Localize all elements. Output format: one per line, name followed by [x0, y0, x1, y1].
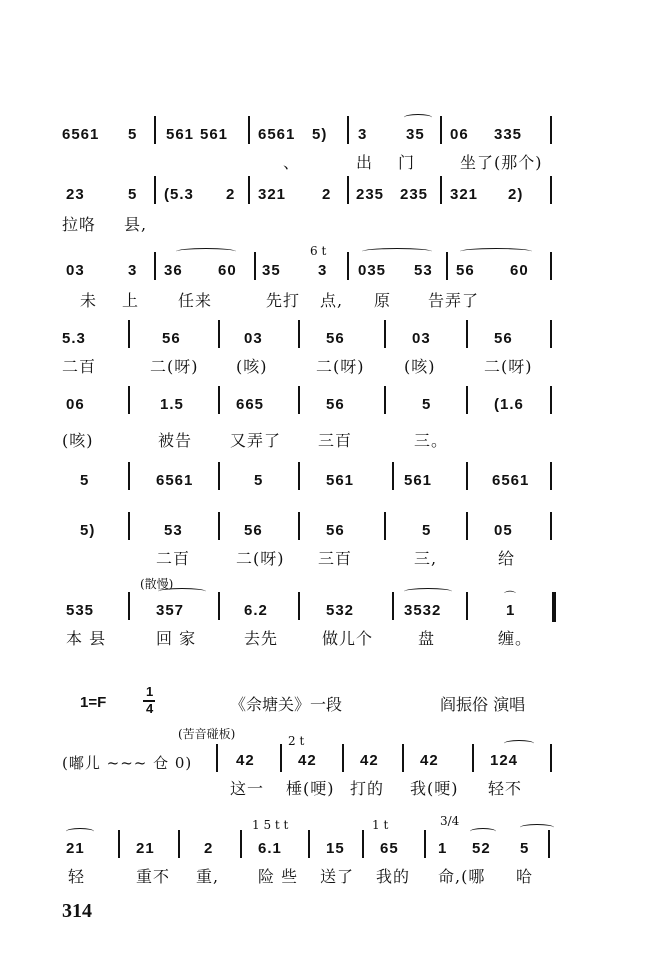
slur	[460, 248, 532, 255]
note-group: 2	[204, 840, 214, 857]
note-group: 1	[438, 840, 448, 857]
lyric: 坐了(那个)	[460, 153, 543, 172]
note-group: 321	[258, 186, 287, 203]
fermata-icon: ⌒	[504, 590, 517, 604]
barline	[466, 592, 468, 620]
performance-instruction: (苦音碰板)	[178, 727, 236, 741]
lyric: 我(哽)	[410, 779, 459, 798]
barline	[128, 320, 130, 348]
note-group: 53	[164, 522, 183, 539]
slur	[362, 248, 432, 255]
lyric: 又弄了	[230, 431, 282, 450]
barline	[440, 176, 442, 204]
lyric: 二(呀)	[484, 357, 533, 376]
barline	[308, 830, 310, 858]
key-signature: 1=F	[80, 694, 107, 711]
barline	[347, 252, 349, 280]
note-group: 235	[400, 186, 429, 203]
note-group: 561	[166, 126, 195, 143]
note-group: 2	[322, 186, 332, 203]
note-group: 03	[66, 262, 85, 279]
lyric: 点,	[320, 291, 344, 310]
tempo-marking: (散慢)	[140, 577, 174, 591]
barline	[280, 744, 282, 772]
note-group: 23	[66, 186, 85, 203]
note-group: 5)	[312, 126, 328, 143]
lyric: 三百	[318, 431, 353, 450]
note-group: 56	[326, 330, 345, 347]
note-group: 6561	[62, 126, 100, 143]
barline	[440, 116, 442, 144]
slur	[158, 588, 206, 595]
barline	[154, 116, 156, 144]
lyric: 、	[283, 153, 301, 172]
note-group: (1.6	[494, 396, 524, 413]
note-group: 2)	[508, 186, 524, 203]
barline	[240, 830, 242, 858]
note-group: 6561	[156, 472, 194, 489]
note-group: 52	[472, 840, 491, 857]
lyric: 给	[498, 549, 516, 568]
note-group: 56	[494, 330, 513, 347]
note-group: 235	[356, 186, 385, 203]
note-group: 53	[414, 262, 433, 279]
barline	[298, 386, 300, 414]
lyric: 轻	[68, 867, 86, 886]
note-group: 56	[326, 396, 345, 413]
grace-note: 1 t	[372, 818, 389, 832]
note-group: 35	[406, 126, 425, 143]
lyric: 本 县	[66, 629, 107, 648]
note-group: 60	[218, 262, 237, 279]
note-group: 561	[404, 472, 433, 489]
barline	[178, 830, 180, 858]
note-group: 335	[494, 126, 523, 143]
note-group: 5	[422, 522, 432, 539]
note-group: 03	[244, 330, 263, 347]
slur	[176, 248, 236, 255]
note-group: 5	[254, 472, 264, 489]
barline	[218, 592, 220, 620]
note-group: 03	[412, 330, 431, 347]
barline	[550, 176, 552, 204]
note-group: 56	[456, 262, 475, 279]
slur	[404, 588, 452, 595]
note-group: 42	[360, 752, 379, 769]
lyric: 重,	[196, 867, 220, 886]
note-group: 5	[422, 396, 432, 413]
meter-change: 3/4	[440, 814, 460, 828]
barline	[392, 592, 394, 620]
barline	[550, 320, 552, 348]
barline	[402, 744, 404, 772]
barline	[248, 116, 250, 144]
lyric: 任来	[178, 291, 213, 310]
note-group: 15	[326, 840, 345, 857]
lyric: 轻不	[488, 779, 523, 798]
barline	[392, 462, 394, 490]
lyric: 门	[398, 153, 416, 172]
lyric: 三,	[414, 549, 438, 568]
note-group: 5.3	[62, 330, 86, 347]
lyric: 告弄了	[428, 291, 480, 310]
lyric: 县,	[124, 215, 148, 234]
barline	[466, 512, 468, 540]
lyric: 命,(哪	[438, 867, 486, 886]
slur	[470, 828, 496, 835]
barline	[118, 830, 120, 858]
note-group: 2	[226, 186, 236, 203]
note-group: 65	[380, 840, 399, 857]
barline	[298, 320, 300, 348]
note-group: 3532	[404, 602, 442, 619]
page-number: 314	[62, 900, 92, 922]
barline	[298, 512, 300, 540]
barline	[218, 320, 220, 348]
note-group: 6561	[492, 472, 530, 489]
lyric: 原	[374, 291, 392, 310]
barline	[128, 462, 130, 490]
note-group: 357	[156, 602, 185, 619]
barline	[550, 744, 552, 772]
note-group: 561	[326, 472, 355, 489]
barline	[218, 462, 220, 490]
barline	[472, 744, 474, 772]
lyric: 未	[80, 291, 98, 310]
barline	[466, 386, 468, 414]
note-group: 5	[80, 472, 90, 489]
note-group: 06	[66, 396, 85, 413]
barline	[342, 744, 344, 772]
lyric: 盘	[418, 629, 436, 648]
lyric: 被告	[158, 431, 193, 450]
barline	[298, 592, 300, 620]
barline	[384, 386, 386, 414]
lyric: 拉咯	[62, 215, 97, 234]
lyric: 三。	[414, 431, 449, 450]
barline	[362, 830, 364, 858]
barline	[384, 512, 386, 540]
barline	[248, 176, 250, 204]
lyric: 回 家	[156, 629, 197, 648]
note-group: 5	[520, 840, 530, 857]
lyric: 做儿个	[322, 629, 374, 648]
note-group: 532	[326, 602, 355, 619]
barline	[154, 252, 156, 280]
note-group: 124	[490, 752, 519, 769]
lyric: 二(呀)	[150, 357, 199, 376]
lyric: 我的	[376, 867, 411, 886]
note-group: 5	[128, 186, 138, 203]
lyric: 打的	[350, 779, 385, 798]
lyric: 上	[122, 291, 140, 310]
barline	[347, 176, 349, 204]
note-group: 05	[494, 522, 513, 539]
lyric: 送了	[320, 867, 355, 886]
piece-title: 《佘塘关》一段	[230, 695, 343, 714]
lyric: 二百	[156, 549, 191, 568]
note-group: 535	[66, 602, 95, 619]
lyric: 去先	[244, 629, 279, 648]
note-group: 665	[236, 396, 265, 413]
note-group: 6.1	[258, 840, 282, 857]
barline	[347, 116, 349, 144]
lyric: 这一	[230, 779, 265, 798]
lyric: 二(呀)	[236, 549, 285, 568]
slur	[404, 114, 432, 121]
note-group: 3	[128, 262, 138, 279]
lyric: (咳)	[62, 431, 94, 450]
grace-note: 2 t	[288, 734, 305, 748]
note-group: 35	[262, 262, 281, 279]
barline	[550, 252, 552, 280]
note-group: 56	[326, 522, 345, 539]
lyric: (咳)	[404, 357, 436, 376]
note-group: 5)	[80, 522, 96, 539]
lyric: 棰(哽)	[286, 779, 335, 798]
barline	[466, 320, 468, 348]
barline	[216, 744, 218, 772]
note-group: 56	[244, 522, 263, 539]
barline	[550, 386, 552, 414]
lyric: 险 些	[258, 867, 299, 886]
note-group: 3	[358, 126, 368, 143]
lyric: 三百	[318, 549, 353, 568]
meter-bottom: 4	[146, 701, 154, 716]
barline	[218, 386, 220, 414]
lyric: 哈	[516, 867, 534, 886]
barline	[218, 512, 220, 540]
barline	[298, 462, 300, 490]
note-group: 42	[236, 752, 255, 769]
intro-phrase: (嘟儿 ~~~ 仓 0)	[62, 754, 193, 772]
lyric: 先打	[266, 291, 301, 310]
barline	[128, 592, 130, 620]
lyric: 出	[356, 153, 374, 172]
lyric: 缠。	[498, 629, 533, 648]
meter-top: 1	[146, 684, 154, 699]
note-group: 21	[136, 840, 155, 857]
barline	[446, 252, 448, 280]
note-group: 06	[450, 126, 469, 143]
note-group: 42	[298, 752, 317, 769]
grace-note: 1 5 t t	[252, 818, 289, 832]
note-group: 36	[164, 262, 183, 279]
note-group: 6561	[258, 126, 296, 143]
barline	[128, 512, 130, 540]
note-group: 60	[510, 262, 529, 279]
lyric: 二(呀)	[316, 357, 365, 376]
slur	[504, 740, 534, 747]
barline	[128, 386, 130, 414]
final-barline	[552, 592, 556, 622]
note-group: 21	[66, 840, 85, 857]
lyric: 重不	[136, 867, 171, 886]
note-group: 56	[162, 330, 181, 347]
note-group: 1	[506, 602, 516, 619]
barline	[424, 830, 426, 858]
lyric: (咳)	[236, 357, 268, 376]
barline	[550, 116, 552, 144]
note-group: 6.2	[244, 602, 268, 619]
barline	[154, 176, 156, 204]
note-group: 5	[128, 126, 138, 143]
barline	[550, 462, 552, 490]
note-group: 1.5	[160, 396, 184, 413]
barline	[384, 320, 386, 348]
performer-credit: 阎振俗 演唱	[440, 695, 526, 714]
grace-note: 6 t	[310, 244, 327, 258]
note-group: 035	[358, 262, 387, 279]
slur	[66, 828, 94, 835]
barline	[466, 462, 468, 490]
note-group: 3	[318, 262, 328, 279]
barline	[550, 512, 552, 540]
lyric: 二百	[62, 357, 97, 376]
note-group: 42	[420, 752, 439, 769]
barline	[548, 830, 550, 858]
note-group: 561	[200, 126, 229, 143]
barline	[254, 252, 256, 280]
note-group: 321	[450, 186, 479, 203]
note-group: (5.3	[164, 186, 194, 203]
